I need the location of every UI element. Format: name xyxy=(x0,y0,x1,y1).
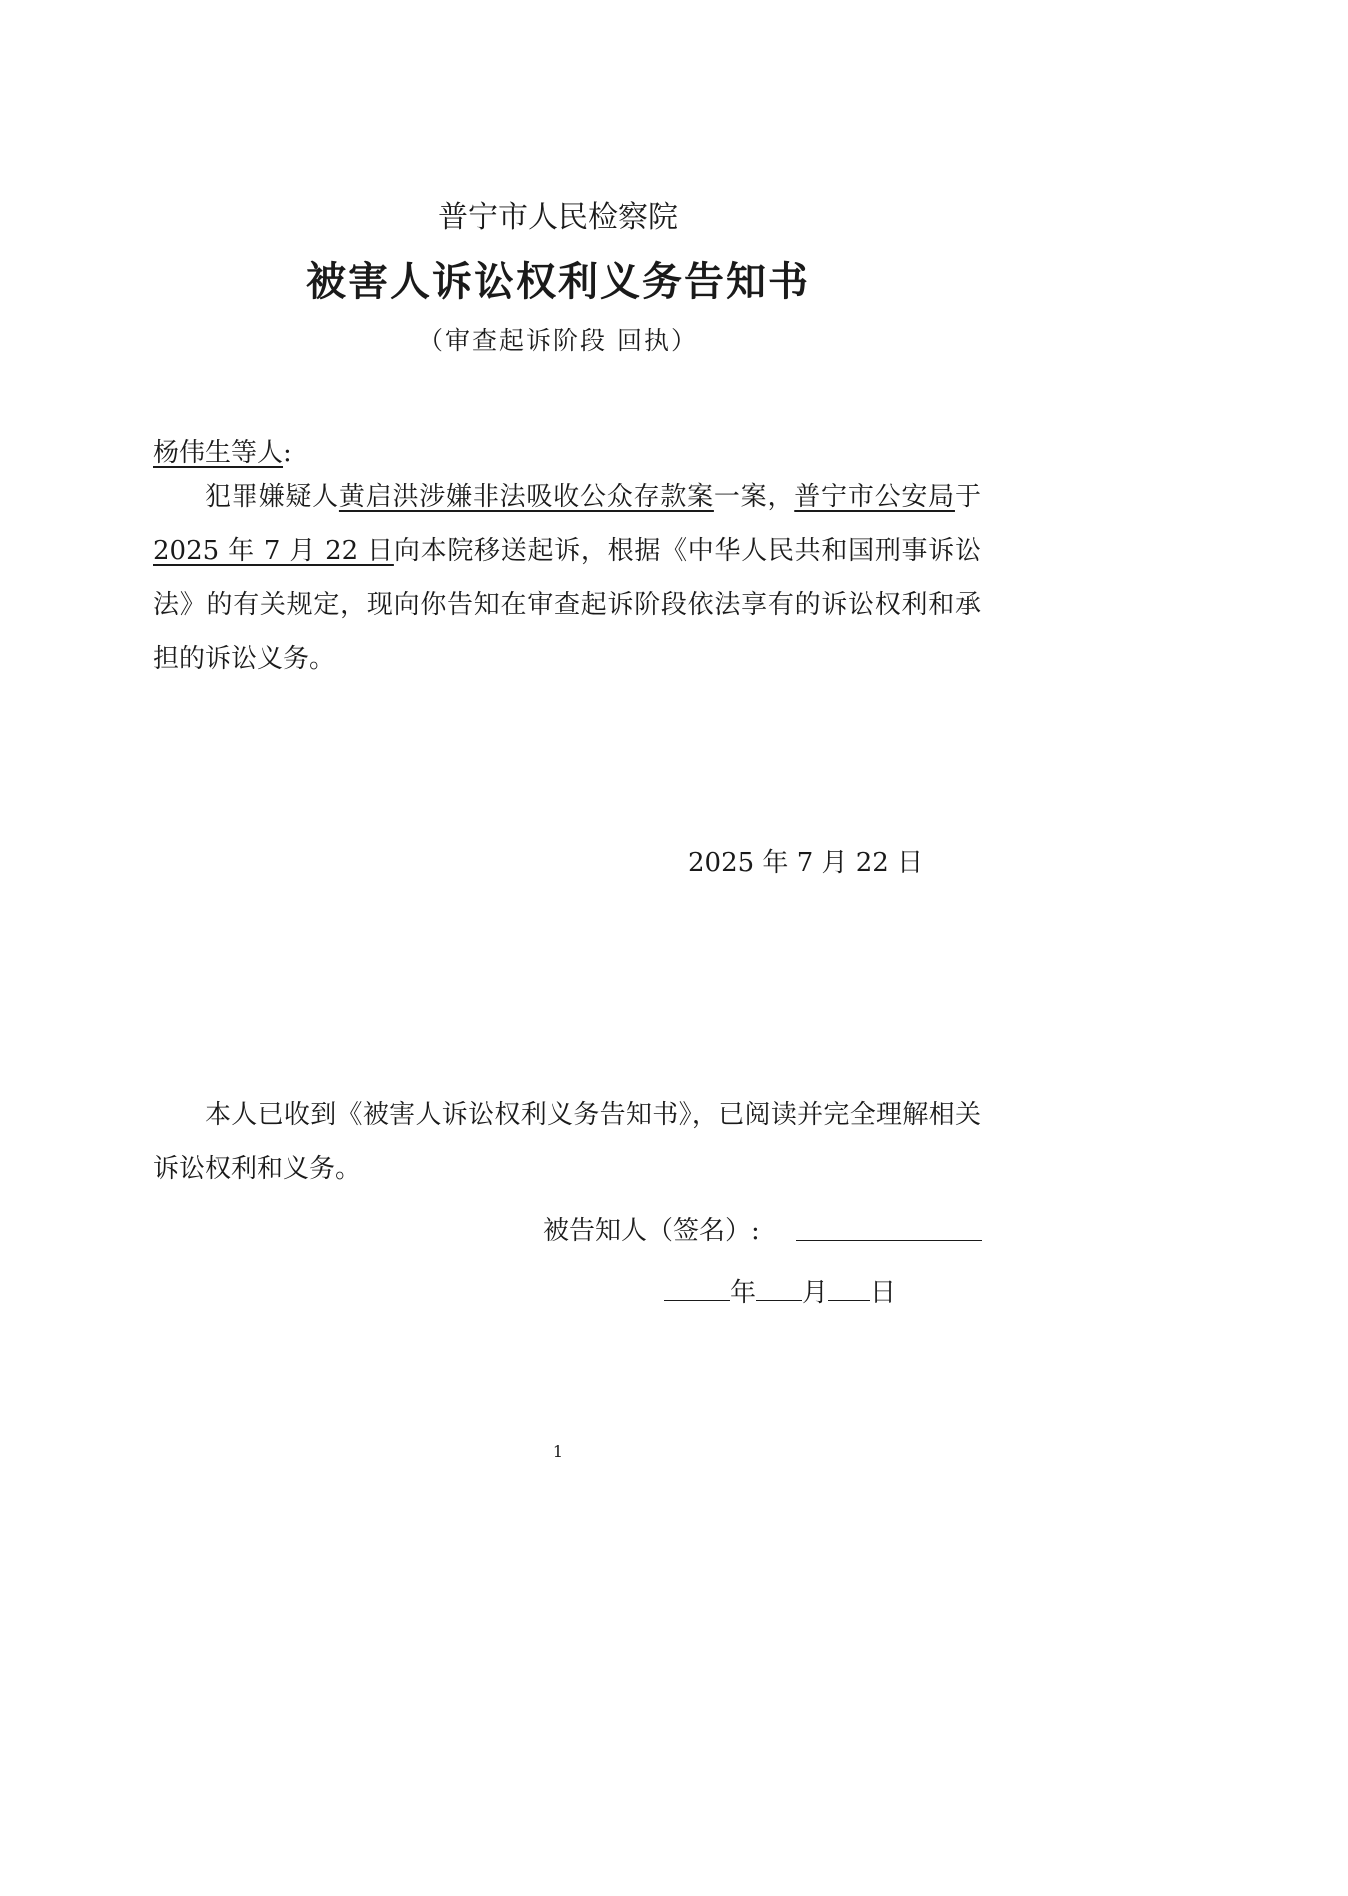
notice-paragraph xyxy=(153,470,981,686)
transfer-date: 2025 年 7 月 22 日 xyxy=(153,536,394,566)
year-blank[interactable] xyxy=(664,1274,730,1301)
signature-line[interactable] xyxy=(796,1240,982,1241)
year-label: 年 xyxy=(730,1278,757,1308)
case-name: 黄启洪涉嫌非法吸收公众存款案 xyxy=(338,482,714,512)
document-subtitle: （审查起诉阶段 回执） xyxy=(418,326,698,355)
salutation-colon: : xyxy=(283,438,292,468)
sign-date-blank xyxy=(664,1272,896,1309)
month-blank[interactable] xyxy=(756,1274,802,1301)
document-title: 被害人诉讼权利义务告知书 xyxy=(306,258,810,305)
issue-date: 2025 年 7 月 22 日 xyxy=(688,848,924,878)
transferring-agency: 普宁市公安局 xyxy=(794,482,955,512)
month-label: 月 xyxy=(802,1278,829,1308)
notice-text-4: 向本院移送起诉，根据《中华人民共和国刑事诉讼法》的有关规定，现向你告知在审查起诉阶段依法享有的诉讼权利和承担的诉讼义务。 xyxy=(153,536,981,674)
notice-text-1: 犯罪嫌疑人 xyxy=(205,482,339,512)
issuing-agency: 普宁市人民检察院 xyxy=(438,200,678,235)
signature-label: 被告知人（签名）: xyxy=(543,1216,760,1246)
page-number: 1 xyxy=(552,1442,564,1461)
day-label: 日 xyxy=(870,1278,897,1308)
salutation xyxy=(153,432,292,469)
recipient-name: 杨伟生等人 xyxy=(153,438,284,468)
acknowledgement-paragraph: 本人已收到《被害人诉讼权利义务告知书》，已阅读并完全理解相关诉讼权利和义务。 xyxy=(153,1100,981,1184)
day-blank[interactable] xyxy=(828,1274,870,1301)
notice-text-2: 一案， xyxy=(713,482,795,512)
notice-text-3: 于 xyxy=(954,482,981,512)
